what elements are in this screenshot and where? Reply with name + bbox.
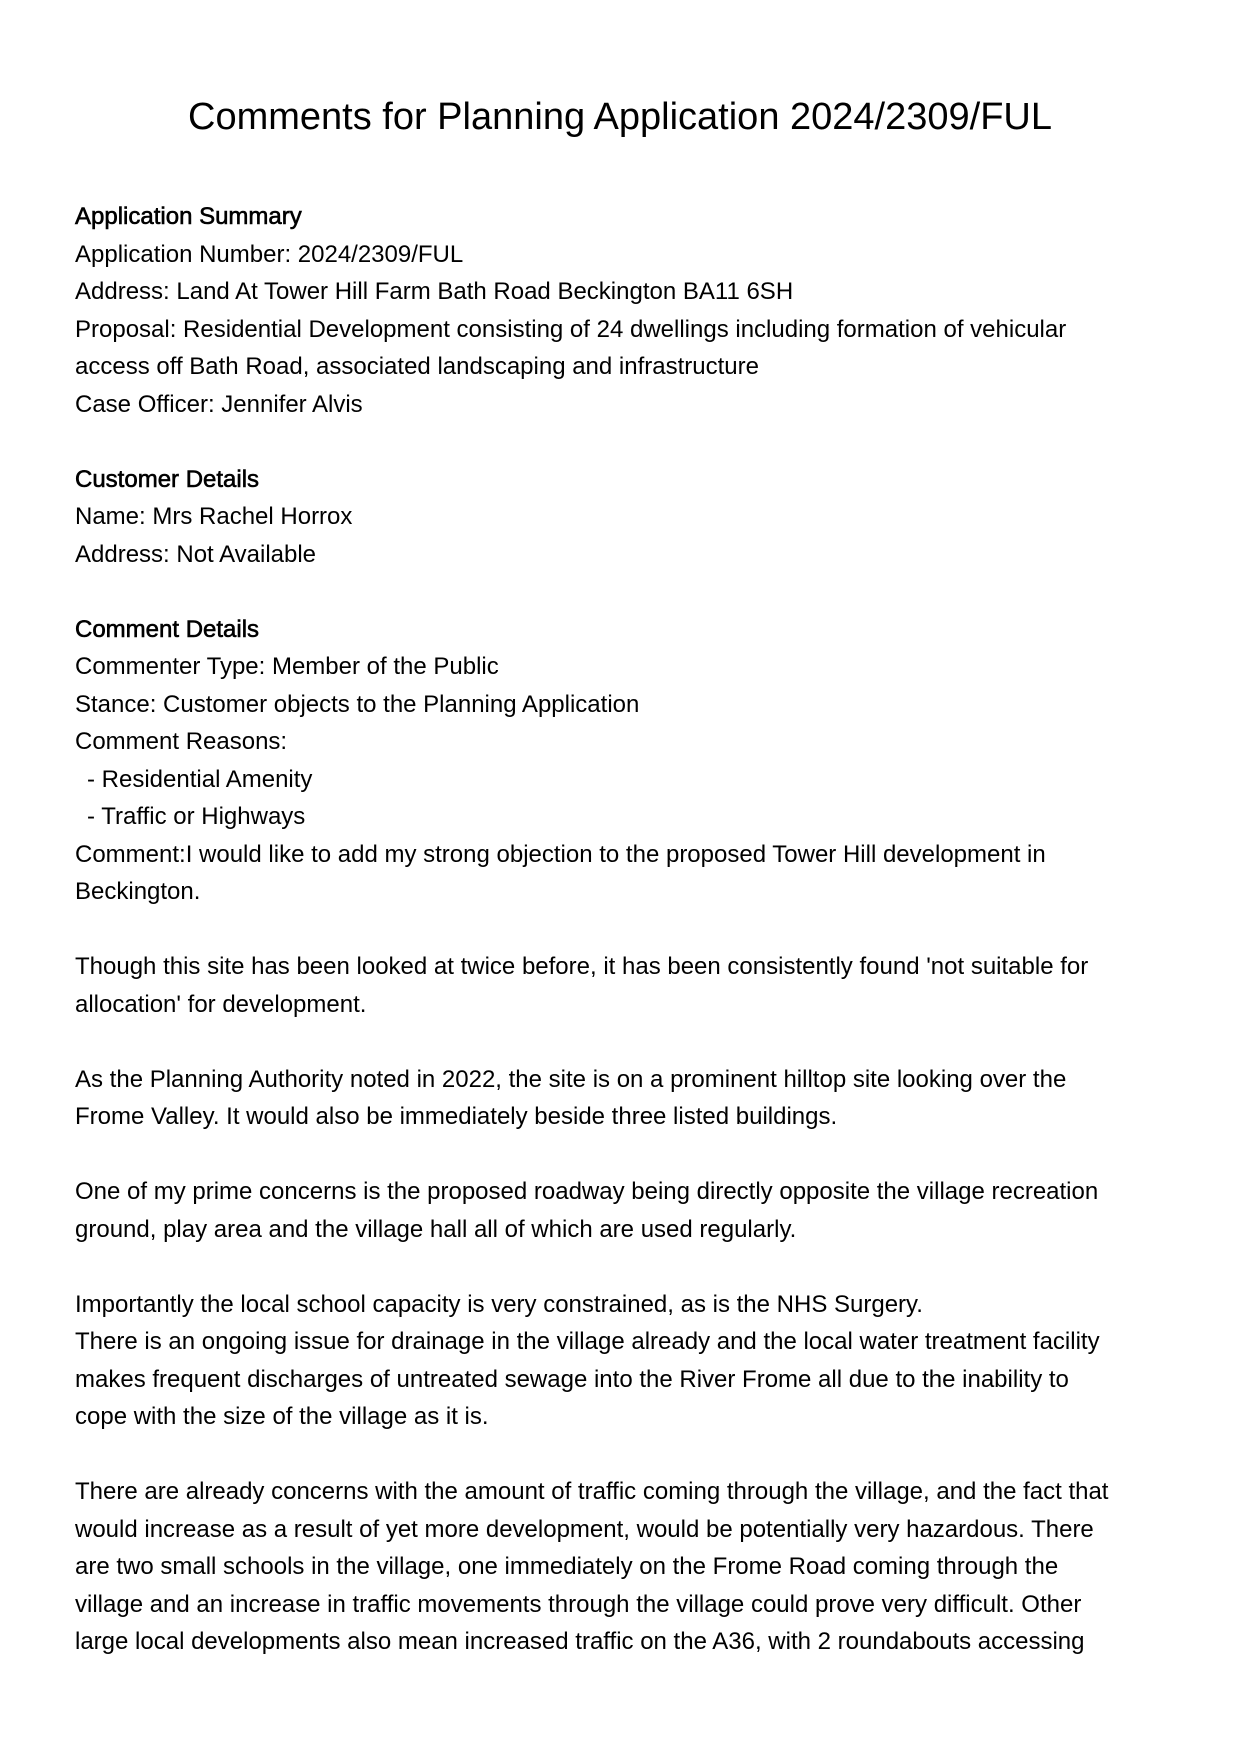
comment-paragraph-line: There is an ongoing issue for drainage in the village already and the local water treatment facility xyxy=(75,1328,1100,1355)
comment-paragraph-line: are two small schools in the village, one immediately on the Frome Road coming through the xyxy=(75,1553,1059,1580)
comment-reason-item: - Traffic or Highways xyxy=(87,803,306,830)
comment-paragraph-line: cope with the size of the village as it is. xyxy=(75,1403,489,1430)
application-number: Application Number: 2024/2309/FUL xyxy=(75,240,464,268)
comment-paragraph-line: Though this site has been looked at twice before, it has been consistently found 'not suitable for xyxy=(75,953,1089,980)
comment-paragraph-line: One of my prime concerns is the proposed roadway being directly opposite the village recreation xyxy=(75,1178,1099,1205)
spacer xyxy=(75,1436,1175,1474)
comment-paragraph-line: allocation' for development. xyxy=(75,990,367,1018)
comment-paragraph-line: ground, play area and the village hall all of which are used regularly. xyxy=(75,1215,797,1243)
document-body xyxy=(75,198,1175,1661)
customer-name: Name: Mrs Rachel Horrox xyxy=(75,503,353,530)
proposal-line: access off Bath Road, associated landscaping and infrastructure xyxy=(75,353,759,380)
comment-reasons-label: Comment Reasons: xyxy=(75,728,288,755)
comment-line: Comment:I would like to add my strong objection to the proposed Tower Hill development in xyxy=(75,840,1046,868)
comment-paragraph-line: large local developments also mean increased traffic on the A36, with 2 roundabouts accessing xyxy=(75,1628,1085,1655)
application-address: Address: Land At Tower Hill Farm Bath Road Beckington BA11 6SH xyxy=(75,278,794,305)
spacer xyxy=(75,911,1175,949)
comment-details-heading: Comment Details xyxy=(75,615,260,643)
stance: Stance: Customer objects to the Planning Application xyxy=(75,690,640,718)
comment-reason-item: - Residential Amenity xyxy=(87,765,313,793)
proposal-line: Proposal: Residential Development consisting of 24 dwellings including formation of vehicular xyxy=(75,315,1067,343)
comment-paragraph-line: Frome Valley. It would also be immediately beside three listed buildings. xyxy=(75,1103,838,1130)
comment-paragraph-line: As the Planning Authority noted in 2022, the site is on a prominent hilltop site looking over the xyxy=(75,1065,1067,1093)
spacer xyxy=(75,573,1175,611)
comment-paragraph-line: makes frequent discharges of untreated sewage into the River Frome all due to the inability to xyxy=(75,1365,1069,1393)
comment-paragraph-line: There are already concerns with the amount of traffic coming through the village, and the fact that xyxy=(75,1478,1109,1505)
customer-details-heading: Customer Details xyxy=(75,465,260,493)
case-officer: Case Officer: Jennifer Alvis xyxy=(75,390,363,418)
spacer xyxy=(75,1136,1175,1174)
commenter-type: Commenter Type: Member of the Public xyxy=(75,653,499,680)
application-summary-heading: Application Summary xyxy=(75,203,302,230)
spacer xyxy=(75,1023,1175,1061)
comment-paragraph-line: village and an increase in traffic movements through the village could prove very difficult. Other xyxy=(75,1590,1082,1618)
comment-line: Beckington. xyxy=(75,878,201,905)
comment-paragraph-line: would increase as a result of yet more development, would be potentially very hazardous. There xyxy=(75,1515,1094,1543)
page-title: Comments for Planning Application 2024/2309/FUL xyxy=(188,96,1052,138)
customer-address: Address: Not Available xyxy=(75,540,317,568)
spacer xyxy=(75,1248,1175,1286)
comment-paragraph-line: Importantly the local school capacity is very constrained, as is the NHS Surgery. xyxy=(75,1290,923,1318)
spacer xyxy=(75,423,1175,461)
